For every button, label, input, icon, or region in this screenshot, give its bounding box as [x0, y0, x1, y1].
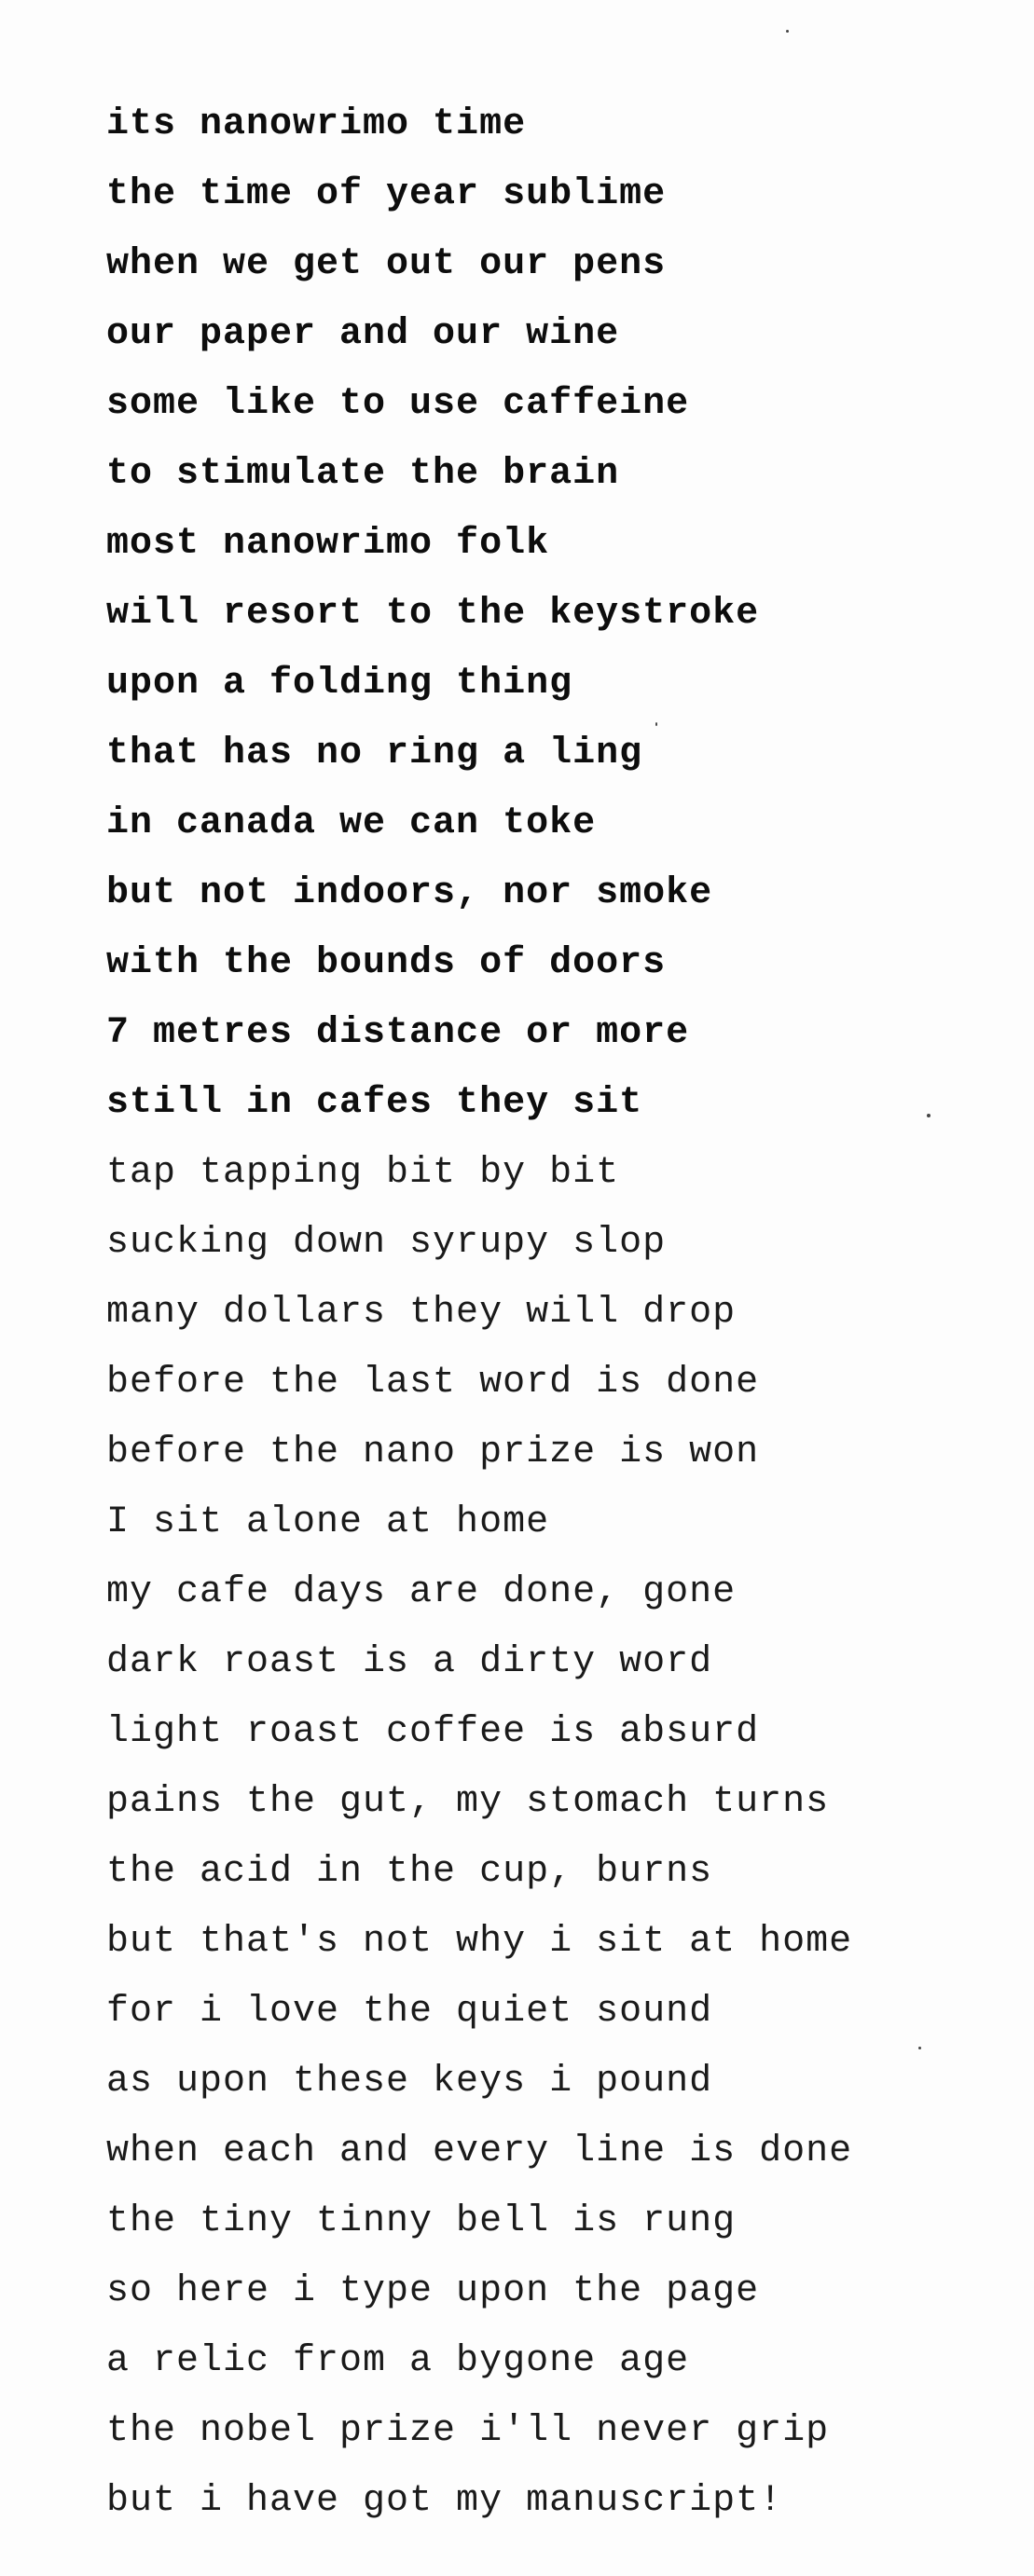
poem-line: so here i type upon the page: [106, 2270, 760, 2312]
poem-line: the nobel prize i'll never grip: [106, 2410, 830, 2452]
poem-line: with the bounds of doors: [106, 942, 667, 984]
poem-line: in canada we can toke: [106, 802, 597, 844]
poem-line: before the last word is done: [106, 1362, 760, 1404]
poem-line: but i have got my manuscript!: [106, 2480, 783, 2522]
poem-line: the acid in the cup, burns: [106, 1851, 713, 1893]
poem-line: still in cafes they sit: [106, 1082, 643, 1124]
poem-line: our paper and our wine: [106, 313, 620, 355]
paper-speck: [786, 30, 789, 33]
poem-line: upon a folding thing: [106, 663, 573, 705]
poem-line: that has no ring a ling: [106, 733, 643, 774]
poem-line: for i love the quiet sound: [106, 1991, 713, 2033]
poem-line: some like to use caffeine: [106, 383, 690, 425]
poem-line: when each and every line is done: [106, 2131, 853, 2172]
poem-line: as upon these keys i pound: [106, 2061, 713, 2103]
poem-line: its nanowrimo time: [106, 103, 527, 145]
poem-line: 7 metres distance or more: [106, 1012, 690, 1054]
poem-line: when we get out our pens: [106, 243, 667, 285]
poem-line: I sit alone at home: [106, 1501, 550, 1543]
poem-line: a relic from a bygone age: [106, 2340, 690, 2382]
poem-line: but not indoors, nor smoke: [106, 872, 713, 914]
poem-text: [106, 89, 1001, 2536]
poem-line: dark roast is a dirty word: [106, 1641, 713, 1683]
poem-line: the time of year sublime: [106, 173, 667, 215]
poem-line: sucking down syrupy slop: [106, 1222, 667, 1264]
poem-line: most nanowrimo folk: [106, 523, 550, 565]
poem-line: the tiny tinny bell is rung: [106, 2200, 737, 2242]
poem-line: to stimulate the brain: [106, 453, 620, 495]
poem-line: but that's not why i sit at home: [106, 1921, 853, 1963]
poem-line: before the nano prize is won: [106, 1432, 760, 1473]
poem-line: my cafe days are done, gone: [106, 1571, 737, 1613]
poem-line: many dollars they will drop: [106, 1292, 737, 1334]
poem-line: pains the gut, my stomach turns: [106, 1781, 830, 1823]
poem-line: light roast coffee is absurd: [106, 1711, 760, 1753]
poem-line: will resort to the keystroke: [106, 593, 760, 635]
poem-line: tap tapping bit by bit: [106, 1152, 620, 1194]
